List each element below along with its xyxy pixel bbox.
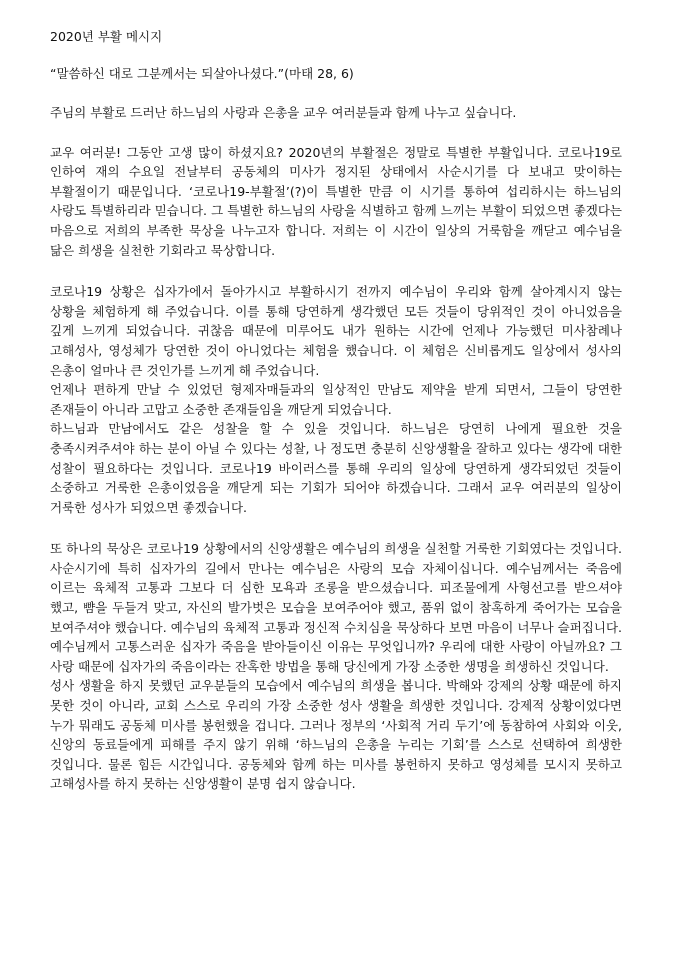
document-page: [50, 28, 622, 794]
paragraph-greeting: 교우 여러분! 그동안 고생 많이 하셨지요? 2020년의 부활절은 정말로 특별한 부활입니다. 코로나19로 인하여 재의 수요일 전날부터 공동체의 미사가 정지된 상태에서 사순시기를 다 보내고 맞이하는 부활절이기 때문입니다. ‘코로나19-부활절’(?)이 특별한 만큼 이 시기를 통하여 섭리하시는 하느님의 사랑도 특별하리라 믿습니다. 그 특별한 하느님의 사랑을 식별하고 함께 느끼는 부활이 되었으면 좋겠다는 마음으로 저희의 부족한 묵상을 나누고자 합니다. 저희는 이 시간이 일상의 거룩함을 깨닫고 예수님을 닮은 희생을 실천한 기회라고 묵상합니다.: [50, 144, 622, 258]
paragraph-sacrifice: 또 하나의 묵상은 코로나19 상황에서의 신앙생활은 예수님의 희생을 실천할 거룩한 기회였다는 것입니다. 사순시기에 특히 십자가의 길에서 만나는 예수님은 사랑의 모습 자체이십니다. 예수님께서는 죽음에 이르는 육체적 고통과 그보다 더 심한 모욕과 조롱을 받으셨습니다. 피조물에게 사형선고를 받으셔야 했고, 뺨을 두들겨 맞고, 자신의 발가벗은 모습을 보여주어야 했고, 품위 없이 참혹하게 죽어가는 모습을 보여주셔야 했습니다. 예수님의 육체적 고통과 정신적 수치심을 묵상하다 보면 마음이 너무나 슬퍼집니다. 예수님께서 고통스러운 십자가 죽음을 받아들이신 이유는 무엇입니까? 우리에 대한 사랑이 아닐까요? 그 사랑 때문에 십자가의 죽음이라는 잔혹한 방법을 통해 당신에게 가장 소중한 생명을 희생하신 것입니다.: [50, 541, 622, 674]
paragraph-reflection: 하느님과 만남에서도 같은 성찰을 할 수 있을 것입니다. 하느님은 당연히 나에게 필요한 것을 충족시켜주셔야 하는 분이 아닐 수 있다는 성찰, 나 정도면 충분히 신앙생활을 잘하고 있다는 생각에 대한 성찰이 필요하다는 것입니다. 코로나19 바이러스를 통해 우리의 일상에 당연하게 생각되었던 것들이 소중하고 거룩한 은총이었음을 깨닫게 되는 기회가 되어야 하겠습니다. 그래서 교우 여러분의 일상이 거룩한 성사가 되었으면 좋겠습니다.: [50, 421, 622, 515]
scripture-verse: “말씀하신 대로 그분께서는 되살아나셨다.”(마태 28, 6): [50, 66, 354, 81]
paragraph-sacrament-life: 성사 생활을 하지 못했던 교우분들의 모습에서 예수님의 희생을 봅니다. 박해와 강제의 상황 때문에 하지 못한 것이 아니라, 교회 스스로 우리의 가장 소중한 성사 생활을 희생한 것입니다. 강제적 상황이었다면 누가 뭐래도 공동체 미사를 봉헌했을 겁니다. 그러나 정부의 ‘사회적 거리 두기’에 동참하여 사회와 이웃, 신앙의 동료들에게 피해를 주지 않기 위해 ‘하느님의 은총을 누리는 기회’를 스스로 선택하여 희생한 것입니다. 물론 힘든 시간입니다. 공동체와 함께 하는 미사를 봉헌하지 못하고 영성체를 모시지 못하고 고해성사를 하지 못하는 신앙생활이 분명 쉽지 않습니다.: [50, 678, 622, 792]
paragraph-intro: 주님의 부활로 드러난 하느님의 사랑과 은총을 교우 여러분들과 함께 나누고 싶습니다.: [50, 105, 517, 120]
paragraph-corona-situation: 코로나19 상황은 십자가에서 돌아가시고 부활하시기 전까지 예수님이 우리와 함께 살아계시지 않는 상황을 체험하게 해 주었습니다. 이를 통해 당연하게 생각했던 모든 것들이 당위적인 것이 아니었음을 깊게 느끼게 되었습니다. 귀찮음 때문에 미루어도 내가 원하는 시간에 언제나 가능했던 미사참례나 고해성사, 영성체가 당연한 것이 아니었다는 체험을 했습니다. 이 체험은 신비롭게도 일상에서 성사의 은총이 얼마나 큰 것인가를 느끼게 해 주었습니다.: [50, 284, 622, 378]
document-title: 2020년 부활 메시지: [50, 29, 163, 44]
paragraph-fellowship: 언제나 편하게 만날 수 있었던 형제자매들과의 일상적인 만남도 제약을 받게 되면서, 그들이 당연한 존재들이 아니라 고맙고 소중한 존재들임을 깨닫게 되었습니다.: [50, 382, 622, 417]
